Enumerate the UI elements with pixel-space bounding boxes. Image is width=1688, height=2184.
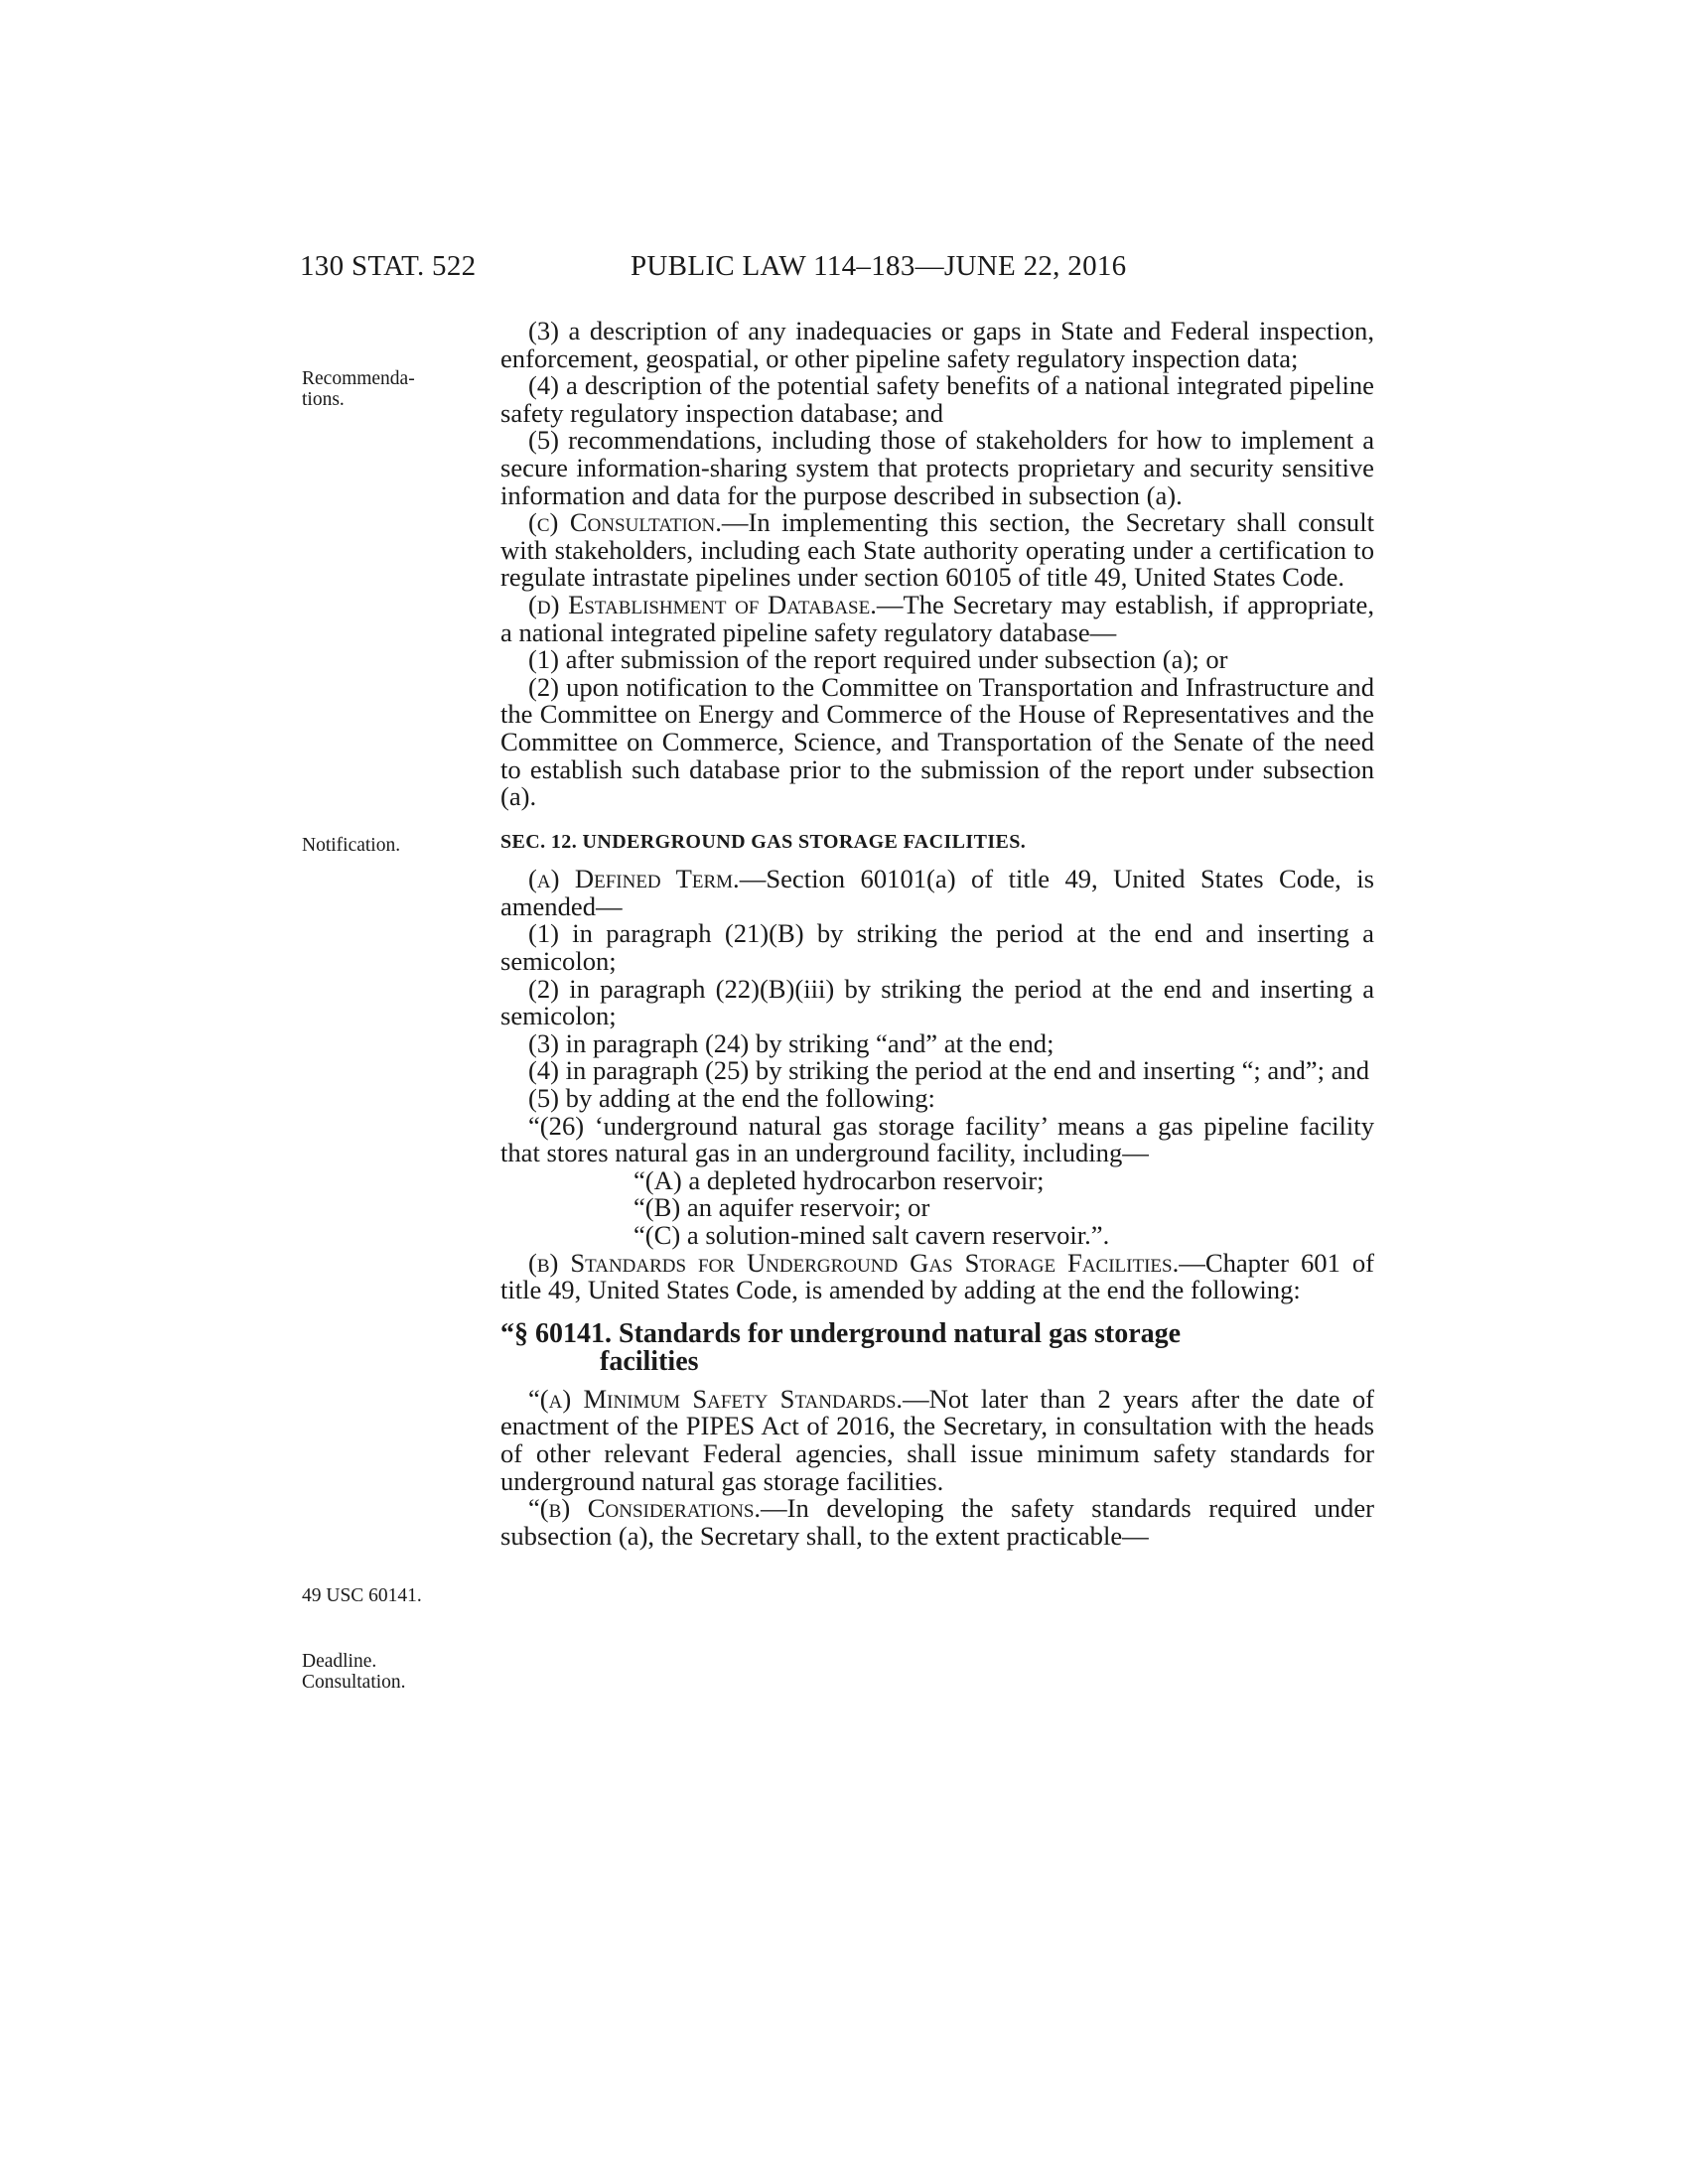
subsection-60141-b-text: In developing the safety standards required under subsection (a), the Secretary shall, to the extent practicable— [500, 1493, 1374, 1551]
paragraph-a1: (1) in paragraph (21)(B) by striking the period at the end and inserting a semicolon; [500, 918, 1374, 977]
subsection-a-heading: (a) Defined Term.— [528, 864, 767, 894]
subsection-d-text: The Secretary may establish, if appropriate, a national integrated pipeline safety regulatory database— [500, 589, 1375, 647]
subsection-a [500, 866, 1374, 920]
paragraph-item-4: (4) a description of the potential safety benefits of a national integrated pipeline safety regulatory inspection database; and [500, 370, 1374, 428]
subsection-60141-a [500, 1383, 1374, 1496]
paragraph-a2: (2) in paragraph (22)(B)(iii) by striking the period at the end and inserting a semicolon; [500, 973, 1374, 1031]
subsection-c [500, 509, 1374, 592]
section-12-heading: SEC. 12. UNDERGROUND GAS STORAGE FACILITIES. [500, 830, 1027, 853]
subsection-a-text: Section 60101(a) of title 49, United States Code, is amended— [500, 864, 1374, 921]
definition-26: “(26) ‘underground natural gas storage facility’ means a gas pipeline facility that stores natural gas in an underground facility, including— [500, 1110, 1374, 1168]
statute-page-number: 130 STAT. 522 [300, 250, 477, 282]
paragraph-a4: (4) in paragraph (25) by striking the period at the end and inserting “; and”; and [528, 1055, 1370, 1086]
paragraph-item-3: (3) a description of any inadequacies or gaps in State and Federal inspection, enforcement, geospatial, or other pipeline safety regulatory inspection data; [500, 316, 1374, 373]
subsection-d-heading: (d) Establishment of Database.— [528, 589, 904, 619]
paragraph-a5: (5) by adding at the end the following: [528, 1083, 935, 1114]
margin-note-notification: Notification. [302, 835, 401, 856]
subsection-60141-a-heading: “(a) Minimum Safety Standards.— [528, 1383, 929, 1414]
subsection-b-text: Chapter 601 of title 49, United States Code, is amended by adding at the end the following: [500, 1247, 1374, 1305]
margin-note-deadline: Deadline. [302, 1651, 377, 1672]
paragraph-item-5: (5) recommendations, including those of stakeholders for how to implement a secure information-sharing system that protects proprietary and security sensitive information and data for the purpose described in subsection (a). [500, 425, 1374, 510]
subsection-60141-b [500, 1495, 1374, 1550]
section-60141-heading [500, 1317, 1374, 1377]
paragraph-a3: (3) in paragraph (24) by striking “and” at the end; [528, 1027, 1055, 1058]
margin-note-usc: 49 USC 60141. [302, 1585, 422, 1606]
main-text-column [500, 318, 1374, 1550]
subsection-60141-a-text: Not later than 2 years after the date of enactment of the PIPES Act of 2016, the Secretary, in consultation with the heads of other relevant Federal agencies, shall issue minimum safety standards for underground natural gas storage facilities. [500, 1383, 1374, 1496]
section-60141-heading-line1: “§ 60141. Standards for underground natural gas storage [500, 1317, 1182, 1349]
subsection-b [500, 1247, 1374, 1305]
subsection-d [500, 589, 1375, 647]
section-60141-heading-line2: facilities [600, 1345, 699, 1377]
paragraph-d1: (1) after submission of the report required under subsection (a); or [528, 644, 1228, 675]
subsection-c-heading: (c) Consultation.— [528, 507, 749, 538]
definition-26-b: “(B) an aquifer reservoir; or [633, 1192, 930, 1223]
page-header [300, 250, 1382, 290]
margin-note-consultation: Consultation. [302, 1672, 406, 1693]
subsection-c-text: In implementing this section, the Secretary shall consult with stakeholders, including each State authority operating under a certification to regulate intrastate pipelines under section 60105 of title 49, United States Code. [500, 507, 1375, 593]
definition-26-c: “(C) a solution-mined salt cavern reservoir.”. [633, 1220, 1110, 1250]
subsection-60141-b-heading: “(b) Considerations.— [528, 1493, 787, 1524]
subsection-b-heading: (b) Standards for Underground Gas Storage Facilities.— [528, 1247, 1205, 1278]
paragraph-d2: (2) upon notification to the Committee on Transportation and Infrastructure and the Committee on Energy and Commerce of the House of Representatives and the Committee on Commerce, Science, and Transportation of the Senate of the need to establish such database prior to the submission of the report under subsection (a). [500, 671, 1374, 812]
running-title: PUBLIC LAW 114–183—JUNE 22, 2016 [631, 250, 1127, 282]
margin-note-recommendations: Recommenda- tions. [302, 368, 415, 410]
definition-26-a: “(A) a depleted hydrocarbon reservoir; [633, 1164, 1045, 1195]
